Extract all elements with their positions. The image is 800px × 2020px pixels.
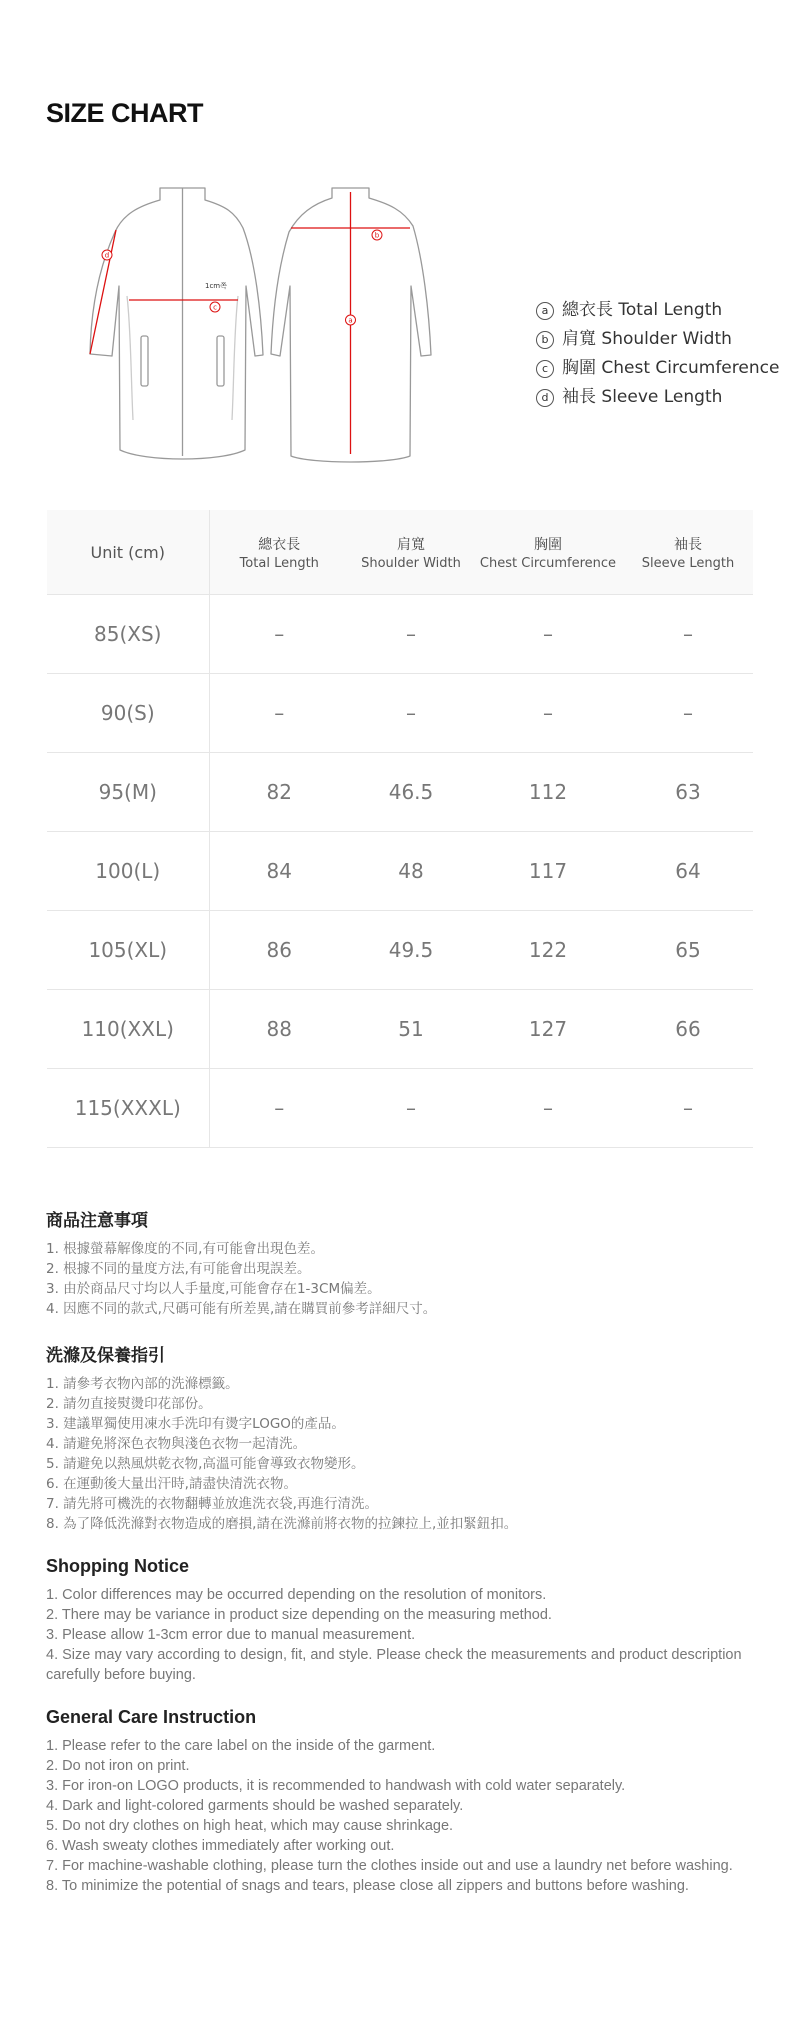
- list-item: 6. 在運動後大量出汗時,請盡快清洗衣物。: [46, 1476, 297, 1492]
- marker-a-icon: a: [536, 302, 554, 320]
- marker-b-icon: [372, 230, 382, 240]
- legend-item: c 胸圍 Chest Circumference: [536, 354, 779, 383]
- column-header: 總衣長 Total Length: [209, 510, 349, 595]
- list-item: 6. Wash sweaty clothes immediately after working out.: [46, 1838, 395, 1854]
- list-item: 4. 請避免將深色衣物與淺色衣物一起清洗。: [46, 1436, 307, 1452]
- legend-item: a 總衣長 Total Length: [536, 296, 779, 325]
- table-row: 100(L) 84 48 117 64: [47, 832, 753, 911]
- list-item: 3. For iron-on LOGO products, it is recommended to handwash with cold water separately.: [46, 1778, 626, 1794]
- measurement-legend: [536, 296, 779, 412]
- list-item: 7. For machine-washable clothing, please turn the clothes inside out and use a laundry net before washing.: [46, 1858, 733, 1874]
- list-item: 1. Please refer to the care label on the inside of the garment.: [46, 1738, 436, 1754]
- list-item: 2. There may be variance in product size depending on the measuring method.: [46, 1607, 552, 1623]
- table-row: 85(XS) – – – –: [47, 595, 753, 674]
- marker-b-icon: b: [536, 331, 554, 349]
- list-item: 4. Size may vary according to design, fit, and style. Please check the measurements and product description carefully before buying.: [46, 1647, 742, 1683]
- list-item: 3. 由於商品尺寸均以人手量度,可能會存在1-3CM偏差。: [46, 1281, 381, 1297]
- table-row: 110(XXL) 88 51 127 66: [47, 990, 753, 1069]
- inner-label: 1cm쪽: [205, 282, 227, 290]
- column-header: 胸圍 Chest Circumference: [473, 510, 623, 595]
- notes-section: [46, 1206, 756, 1918]
- notice-zh-heading: 商品注意事項: [46, 1211, 148, 1231]
- front-jacket-outline: [90, 188, 263, 459]
- list-item: 7. 請先將可機洗的衣物翻轉並放進洗衣袋,再進行清洗。: [46, 1496, 378, 1512]
- svg-text:a: a: [348, 316, 353, 325]
- list-item: 5. 請避免以熱風烘乾衣物,高溫可能會導致衣物變形。: [46, 1456, 365, 1472]
- svg-text:c: c: [213, 303, 217, 312]
- list-item: 8. To minimize the potential of snags and tears, please close all zippers and buttons before washing.: [46, 1878, 689, 1894]
- column-header: 肩寬 Shoulder Width: [349, 510, 473, 595]
- list-item: 3. Please allow 1-3cm error due to manual measurement.: [46, 1627, 416, 1643]
- list-item: 1. 請參考衣物內部的洗滌標籤。: [46, 1376, 239, 1392]
- care-zh-heading: 洗滌及保養指引: [46, 1346, 165, 1366]
- garment-diagram: [85, 180, 465, 480]
- marker-c-icon: c: [536, 360, 554, 378]
- care-en-heading: General Care Instruction: [46, 1707, 257, 1727]
- list-item: 2. Do not iron on print.: [46, 1758, 190, 1774]
- care-en-list: [46, 1736, 756, 1896]
- legend-item: b 肩寬 Shoulder Width: [536, 325, 779, 354]
- list-item: 1. 根據螢幕解像度的不同,有可能會出現色差。: [46, 1241, 324, 1257]
- marker-c-icon: [210, 302, 220, 312]
- notice-en-heading: Shopping Notice: [46, 1556, 189, 1576]
- notice-zh-list: [46, 1239, 756, 1319]
- marker-d-icon: [102, 250, 112, 260]
- list-item: 4. Dark and light-colored garments should be washed separately.: [46, 1798, 464, 1814]
- left-pocket: [141, 336, 148, 386]
- list-item: 2. 根據不同的量度方法,有可能會出現誤差。: [46, 1261, 311, 1277]
- list-item: 3. 建議單獨使用凍水手洗印有燙字LOGO的產品。: [46, 1416, 345, 1432]
- right-pocket: [217, 336, 224, 386]
- list-item: 5. Do not dry clothes on high heat, which may cause shrinkage.: [46, 1818, 454, 1834]
- list-item: 2. 請勿直接熨燙印花部份。: [46, 1396, 212, 1412]
- table-row: 105(XL) 86 49.5 122 65: [47, 911, 753, 990]
- list-item: 4. 因應不同的款式,尺碼可能有所差異,請在購買前參考詳細尺寸。: [46, 1301, 437, 1317]
- table-header-row: [47, 510, 753, 595]
- column-header: 袖長 Sleeve Length: [623, 510, 753, 595]
- unit-header: Unit (cm): [47, 510, 209, 595]
- list-item: 1. Color differences may be occurred depending on the resolution of monitors.: [46, 1587, 547, 1603]
- care-zh-list: [46, 1374, 756, 1534]
- size-table: [47, 510, 753, 1148]
- marker-a-icon: [346, 315, 356, 325]
- page-title: SIZE CHART: [46, 98, 203, 128]
- table-row: 95(M) 82 46.5 112 63: [47, 753, 753, 832]
- marker-d-icon: d: [536, 389, 554, 407]
- svg-text:d: d: [104, 251, 110, 260]
- list-item: 8. 為了降低洗滌對衣物造成的磨損,請在洗滌前將衣物的拉鍊拉上,並扣緊鈕扣。: [46, 1516, 518, 1532]
- measure-d-line: [90, 230, 116, 354]
- notice-en-list: [46, 1585, 756, 1685]
- table-row: 90(S) – – – –: [47, 674, 753, 753]
- legend-item: d 袖長 Sleeve Length: [536, 383, 779, 412]
- table-row: 115(XXXL) – – – –: [47, 1069, 753, 1148]
- svg-text:b: b: [374, 231, 380, 240]
